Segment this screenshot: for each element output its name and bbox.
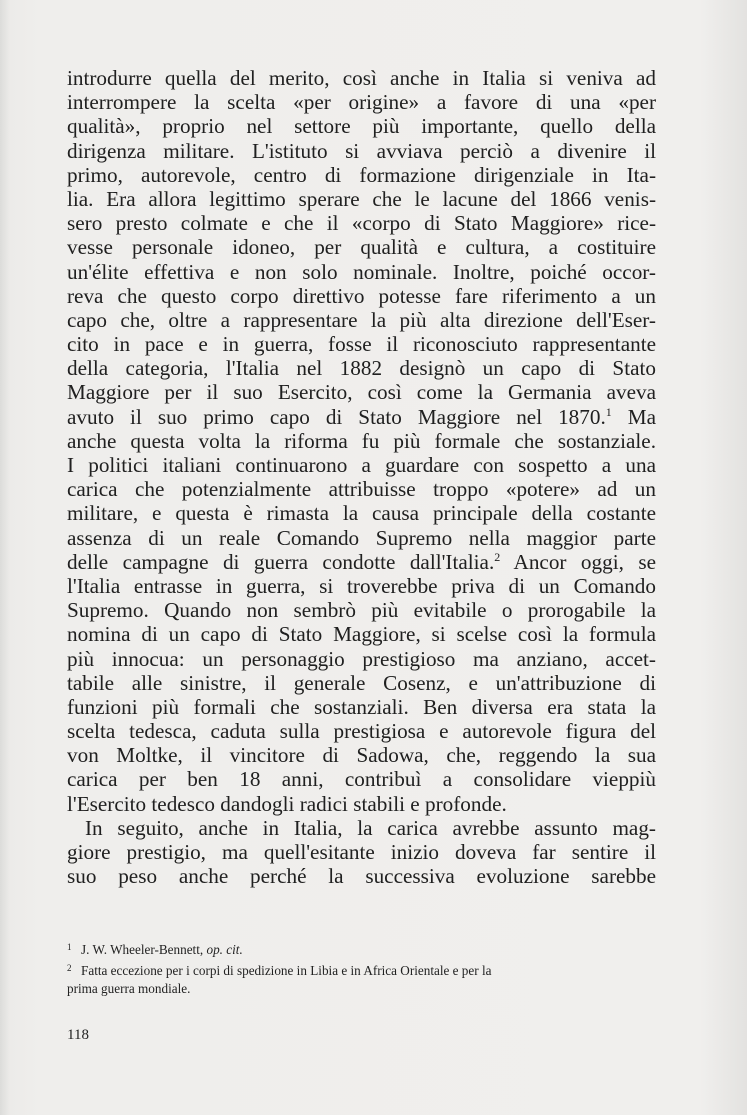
- text-segment: Ma: [611, 404, 656, 429]
- footnotes: [67, 938, 656, 998]
- text-line: interrompere la scelta «per origine» a favore di una «per: [67, 90, 656, 115]
- text-line: lia. Era allora legittimo sperare che le lacune del 1866 venis-: [67, 186, 656, 211]
- page-number: 118: [67, 1027, 89, 1043]
- text-line: sero presto colmate e che il «corpo di Stato Maggiore» rice-: [67, 211, 656, 236]
- text-line: l'Esercito tedesco dandogli radici stabili e profonde.: [67, 791, 507, 816]
- text-line: primo, autorevole, centro di formazione dirigenziale in Ita-: [67, 162, 656, 187]
- text-line: carica che potenzialmente attribuisse troppo «potere» ad un: [67, 477, 656, 502]
- text-line: nomina di un capo di Stato Maggiore, si scelse così la formula: [67, 622, 656, 647]
- text-line: I politici italiani continuarono a guardare con sospetto a una: [67, 453, 656, 477]
- footnote-italic-text: op. cit.: [206, 942, 243, 957]
- text-line: capo che, oltre a rappresentare la più alta direzione dell'Eser-: [67, 307, 656, 332]
- text-line-with-footnote: [67, 550, 656, 574]
- text-line: assenza di un reale Comando Supremo nella maggior parte: [67, 525, 656, 550]
- footnote-mark: 2: [67, 963, 72, 973]
- main-text: [67, 66, 656, 888]
- text-segment: delle campagne di guerra condotte dall'Italia.: [67, 549, 495, 574]
- text-line: von Moltke, il vincitore di Sadowa, che, reggendo la sua: [67, 743, 656, 768]
- text-line: qualità», proprio nel settore più importante, quello della: [67, 114, 656, 139]
- footnote-ref-1[interactable]: 1: [605, 404, 612, 419]
- text-line: più innocua: un personaggio prestigioso ma anziano, accet-: [67, 646, 656, 671]
- text-line: un'élite effettiva e non solo nominale. Inoltre, poiché occor-: [67, 259, 656, 284]
- text-line: Supremo. Quando non sembrò più evitabile o prorogabile la: [67, 598, 656, 623]
- text-line: cito in pace e in guerra, fosse il riconosciuto rappresentante: [67, 332, 656, 357]
- footnote-2: [67, 959, 656, 980]
- text-line-with-footnote: [67, 405, 656, 429]
- footnote-text: J. W. Wheeler-Bennett,: [81, 942, 207, 957]
- text-line: introdurre quella del merito, così anche in Italia si veniva ad: [67, 66, 656, 90]
- text-line: funzioni più formali che sostanziali. Ben diversa era stata la: [67, 694, 656, 719]
- text-line: della categoria, l'Italia nel 1882 designò un capo di Stato: [67, 356, 656, 381]
- text-line: vesse personale idoneo, per qualità e cultura, a costituire: [67, 235, 656, 260]
- text-line: scelta tedesca, caduta sulla prestigiosa e autorevole figura del: [67, 719, 656, 744]
- text-line: In seguito, anche in Italia, la carica avrebbe assunto mag-: [85, 815, 656, 840]
- text-line: anche questa volta la riforma fu più formale che sostanziale.: [67, 428, 656, 453]
- text-segment: Ancor oggi, se: [500, 549, 656, 574]
- text-line: l'Italia entrasse in guerra, si troverebbe priva di un Comando: [67, 573, 656, 598]
- text-line: suo peso anche perché la successiva evoluzione sarebbe: [67, 864, 656, 889]
- text-line: dirigenza militare. L'istituto si avviava perciò a divenire il: [67, 138, 656, 163]
- text-line: militare, e questa è rimasta la causa principale della costante: [67, 501, 656, 526]
- footnote-1: [67, 938, 656, 959]
- footnote-mark: 1: [67, 942, 72, 952]
- text-line: reva che questo corpo direttivo potesse fare riferimento a un: [67, 283, 656, 308]
- text-line: giore prestigio, ma quell'esitante inizio doveva far sentire il: [67, 840, 656, 864]
- text-line: Maggiore per il suo Esercito, così come la Germania aveva: [67, 380, 656, 405]
- text-line: carica per ben 18 anni, contribuì a consolidare vieppiù: [67, 767, 656, 792]
- footnote-text: Fatta eccezione per i corpi di spedizione in Libia e in Africa Orientale e per la: [81, 963, 492, 978]
- footnote-2-continuation: prima guerra mondiale.: [67, 981, 191, 996]
- text-line: tabile alle sinistre, il generale Cosenz, e un'attribuzione di: [67, 670, 656, 695]
- footnote-ref-2[interactable]: 2: [494, 549, 501, 564]
- text-segment: avuto il suo primo capo di Stato Maggiore nel 1870.: [67, 404, 606, 429]
